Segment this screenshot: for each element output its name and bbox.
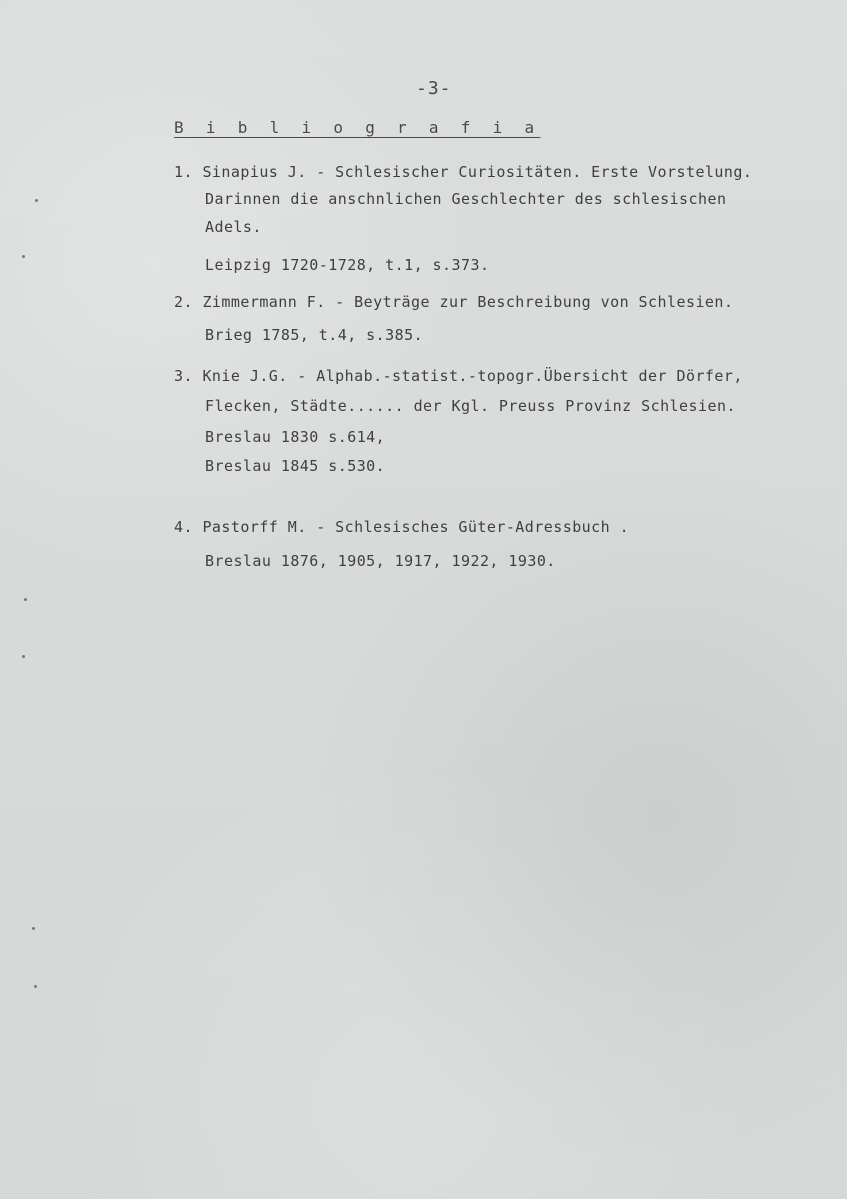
- margin-dot: [35, 199, 38, 202]
- bibliography-entry-3-line-4: Breslau 1845 s.530.: [205, 457, 386, 475]
- margin-dot: [24, 598, 27, 601]
- margin-dot: [34, 985, 37, 988]
- bibliography-entry-1-line-3: Adels.: [205, 218, 262, 236]
- bibliography-entry-1-line-2: Darinnen die anschnlichen Geschlechter des schlesischen: [205, 190, 727, 208]
- bibliography-entry-3-line-3: Breslau 1830 s.614,: [205, 428, 386, 446]
- margin-dot: [22, 655, 25, 658]
- bibliography-entry-2-line-1: 2. Zimmermann F. - Beyträge zur Beschreibung von Schlesien.: [174, 293, 734, 311]
- bibliography-entry-4-line-1: 4. Pastorff M. - Schlesisches Güter-Adressbuch .: [174, 518, 630, 536]
- margin-dot: [22, 255, 25, 258]
- bibliography-entry-3-line-2: Flecken, Städte...... der Kgl. Preuss Provinz Schlesien.: [205, 397, 736, 415]
- bibliography-entry-4-line-2: Breslau 1876, 1905, 1917, 1922, 1930.: [205, 552, 556, 570]
- bibliography-entry-2-line-2: Brieg 1785, t.4, s.385.: [205, 326, 424, 344]
- bibliography-entry-1-line-1: 1. Sinapius J. - Schlesischer Curiositäten. Erste Vorstelung.: [174, 163, 753, 181]
- bibliography-entry-3-line-1: 3. Knie J.G. - Alphab.-statist.-topogr.Übersicht der Dörfer,: [174, 367, 743, 385]
- page-number: -3-: [416, 78, 452, 99]
- bibliography-entry-1-line-4: Leipzig 1720-1728, t.1, s.373.: [205, 256, 490, 274]
- margin-dot: [32, 927, 35, 930]
- bibliography-title: B i b l i o g r a f i a: [174, 118, 541, 137]
